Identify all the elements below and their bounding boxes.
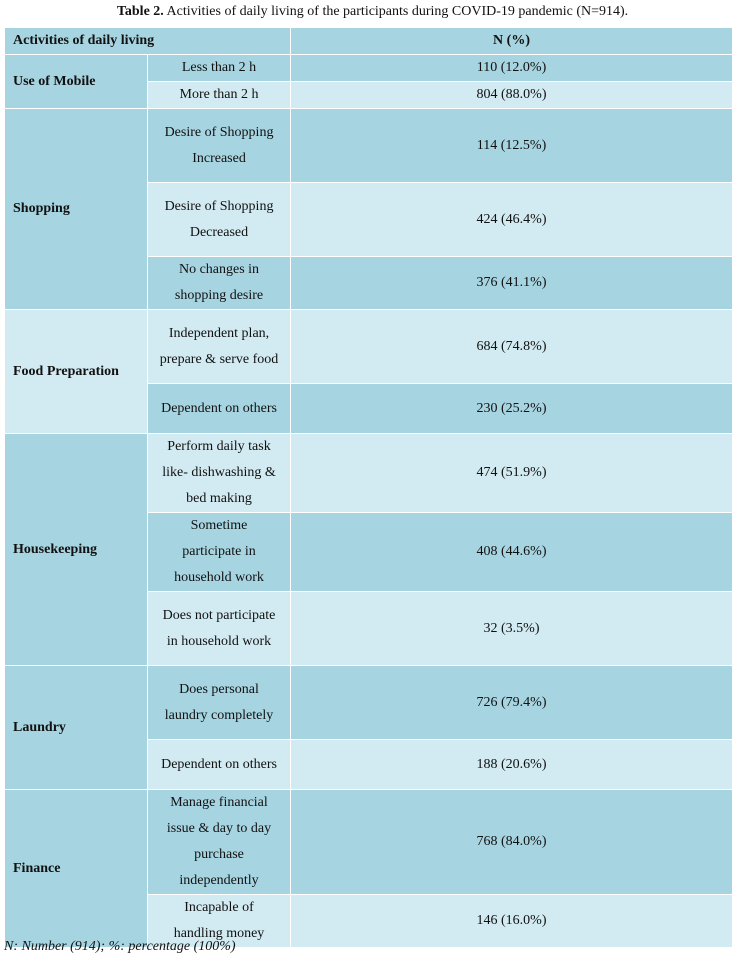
table-row (5, 666, 733, 740)
subcategory-line: Does personal (179, 681, 259, 697)
subcategory-cell (148, 592, 291, 666)
table-row (5, 434, 733, 513)
subcategory-line: like- dishwashing & (162, 465, 276, 480)
subcategory-line: handling money (173, 926, 265, 941)
table-row (5, 310, 733, 384)
category-cell: Shopping (5, 109, 148, 310)
subcategory-cell (148, 310, 291, 384)
value-cell: 376 (41.1%) (291, 257, 733, 310)
value-cell: 804 (88.0%) (291, 82, 733, 109)
value-cell: 146 (16.0%) (291, 895, 733, 948)
subcategory-cell (148, 55, 291, 82)
subcategory-cell (148, 434, 291, 513)
subcategory-cell (148, 257, 291, 310)
subcategory-line: participate in (182, 544, 256, 559)
table-title: Activities of daily living of the participants during COVID-19 pandemic (N=914). (163, 4, 629, 19)
subcategory-line: bed making (186, 491, 252, 506)
value-cell: 474 (51.9%) (291, 434, 733, 513)
table-body (5, 55, 733, 948)
subcategory-line: issue & day to day (166, 821, 272, 836)
subcategory-line: independently (179, 873, 259, 888)
subcategory-line: Does not participate (162, 607, 276, 623)
subcategory-line: Dependent on others (161, 756, 277, 772)
category-cell: Laundry (5, 666, 148, 790)
value-cell: 32 (3.5%) (291, 592, 733, 666)
subcategory-cell (148, 82, 291, 109)
subcategory-line: Desire of Shopping (164, 124, 274, 140)
subcategory-cell (148, 109, 291, 183)
table-caption (0, 2, 745, 22)
subcategory-line: No changes in (178, 262, 260, 277)
value-cell: 230 (25.2%) (291, 384, 733, 434)
subcategory-cell (148, 384, 291, 434)
table-row (5, 790, 733, 895)
subcategory-line: Less than 2 h (181, 60, 257, 75)
subcategory-line: More than 2 h (179, 87, 259, 102)
subcategory-line: laundry completely (164, 707, 274, 723)
activities-table (4, 27, 733, 948)
subcategory-line: prepare & serve food (159, 351, 279, 367)
category-cell: Finance (5, 790, 148, 948)
value-cell: 114 (12.5%) (291, 109, 733, 183)
value-cell: 110 (12.0%) (291, 55, 733, 82)
table-footnote: N: Number (914); %: percentage (100%) (4, 939, 236, 954)
subcategory-line: Incapable of (184, 900, 254, 915)
subcategory-line: shopping desire (174, 288, 264, 303)
subcategory-line: Sometime (190, 518, 248, 533)
subcategory-cell (148, 513, 291, 592)
subcategory-line: Perform daily task (167, 439, 271, 454)
header-n-percent: N (%) (291, 28, 733, 55)
header-row (5, 28, 733, 55)
value-cell: 684 (74.8%) (291, 310, 733, 384)
table-row (5, 109, 733, 183)
subcategory-line: Increased (192, 150, 246, 166)
subcategory-line: in household work (166, 633, 272, 649)
table-row (5, 55, 733, 82)
subcategory-cell (148, 666, 291, 740)
category-cell: Use of Mobile (5, 55, 148, 109)
subcategory-line: purchase (194, 847, 244, 862)
value-cell: 408 (44.6%) (291, 513, 733, 592)
subcategory-line: Dependent on others (161, 400, 277, 416)
subcategory-line: Decreased (189, 224, 249, 240)
subcategory-cell (148, 740, 291, 790)
table-label: Table 2. (116, 4, 164, 19)
value-cell: 726 (79.4%) (291, 666, 733, 740)
category-cell: Housekeeping (5, 434, 148, 666)
subcategory-line: household work (174, 570, 264, 585)
value-cell: 424 (46.4%) (291, 183, 733, 257)
subcategory-line: Independent plan, (168, 325, 270, 341)
value-cell: 768 (84.0%) (291, 790, 733, 895)
category-cell: Food Preparation (5, 310, 148, 434)
subcategory-cell (148, 790, 291, 895)
subcategory-line: Manage financial (170, 795, 268, 810)
subcategory-cell (148, 183, 291, 257)
value-cell: 188 (20.6%) (291, 740, 733, 790)
subcategory-line: Desire of Shopping (164, 198, 274, 214)
header-activity: Activities of daily living (5, 28, 291, 55)
